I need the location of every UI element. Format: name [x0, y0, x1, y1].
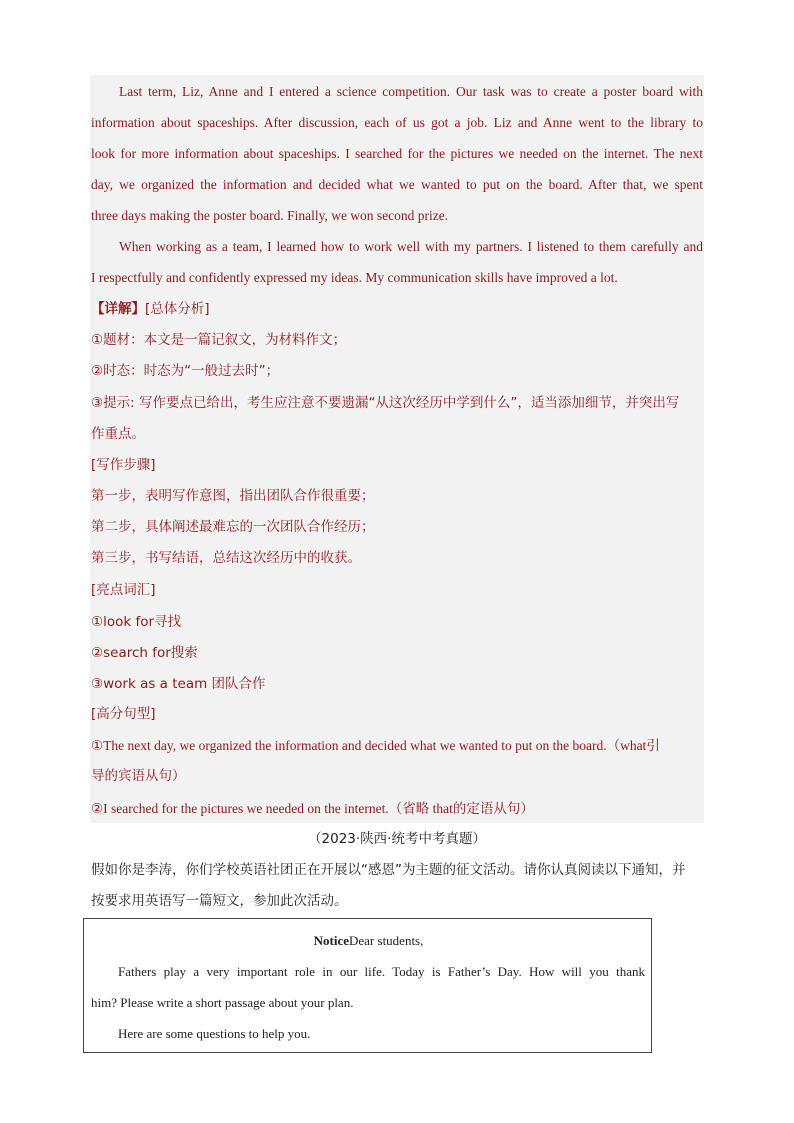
analysis-heading: [91, 294, 703, 325]
sentence-item-continued: 导的宾语从句）: [91, 768, 186, 784]
analysis-item: ②时态：时态为“一般过去时”；: [91, 363, 280, 379]
step-item: 第三步，书写结语，总结这次经历中的收获。: [91, 550, 361, 566]
notice-line: Fathers play a very important role in our life. Today is Father’s Day. How will you thank: [118, 964, 645, 979]
passage-line: information about spaceships. After discussion, each of us got a job. Liz and Anne went to the library to: [91, 115, 703, 130]
steps-heading: [写作步骤]: [91, 457, 156, 473]
step-item: 第二步，具体阐述最难忘的一次团队合作经历；: [91, 519, 375, 535]
vocab-number: ①: [91, 614, 104, 630]
sentence-heading: [高分句型]: [91, 706, 156, 722]
notice-line: him? Please write a short passage about your plan.: [91, 995, 354, 1010]
sentence-number: ②: [91, 801, 104, 817]
notice-title: Notice: [313, 933, 349, 948]
vocab-text: work as a team 团队合作: [103, 676, 266, 692]
notice-box: [83, 918, 652, 1053]
sentence-item: [91, 793, 703, 825]
vocab-heading: [亮点词汇]: [91, 582, 156, 598]
passage-line: When working as a team, I learned how to work well with my partners. I listened to them carefully and: [119, 239, 703, 254]
passage-line: three days making the poster board. Finally, we won second prize.: [91, 208, 449, 223]
vocab-item: [91, 637, 703, 669]
question-source: （2023·陕西·统考中考真题）: [308, 831, 486, 847]
sentence-text: The next day, we organized the information and decided what we wanted to put on the board.（what引: [103, 738, 660, 753]
overall-analysis-label: [总体分析]: [145, 301, 210, 317]
analysis-item: 作重点。: [91, 426, 145, 442]
sentence-text: I searched for the pictures we needed on the internet.（省略 that的定语从句）: [103, 801, 534, 816]
vocab-text: look for寻找: [103, 614, 182, 630]
detail-mark: 【详解】: [91, 301, 145, 317]
question-prompt-line: 按要求用英语写一篇短文，参加此次活动。: [91, 893, 348, 909]
notice-line: Here are some questions to help you.: [118, 1026, 311, 1041]
vocab-item: [91, 668, 703, 700]
vocab-number: ②: [91, 645, 104, 661]
analysis-item: ①题材：本文是一篇记叙文，为材料作文；: [91, 332, 347, 348]
sentence-item: [91, 730, 703, 762]
analysis-item: ③提示: 写作要点已给出，考生应注意不要遗漏“从这次经历中学到什么”，适当添加细节，并突出写: [91, 395, 680, 411]
notice-greeting: Dear students,: [349, 933, 424, 948]
passage-line: day, we organized the information and decided what we wanted to put on the board. After that, we spent: [91, 177, 703, 192]
question-prompt-line: 假如你是李涛，你们学校英语社团正在开展以“感恩”为主题的征文活动。请你认真阅读以下通知，并: [91, 862, 686, 878]
vocab-text: search for搜索: [103, 645, 198, 661]
vocab-number: ③: [91, 676, 104, 692]
passage-line: I respectfully and confidently expressed my ideas. My communication skills have improved a lot.: [91, 270, 618, 285]
passage-line: Last term, Liz, Anne and I entered a science competition. Our task was to create a poster board with: [119, 84, 703, 99]
passage-line: look for more information about spaceships. I searched for the pictures we needed on the internet. The next: [91, 146, 703, 161]
vocab-item: [91, 606, 703, 638]
step-item: 第一步，表明写作意图，指出团队合作很重要；: [91, 488, 375, 504]
notice-header: [84, 925, 653, 956]
sentence-number: ①: [91, 738, 104, 754]
